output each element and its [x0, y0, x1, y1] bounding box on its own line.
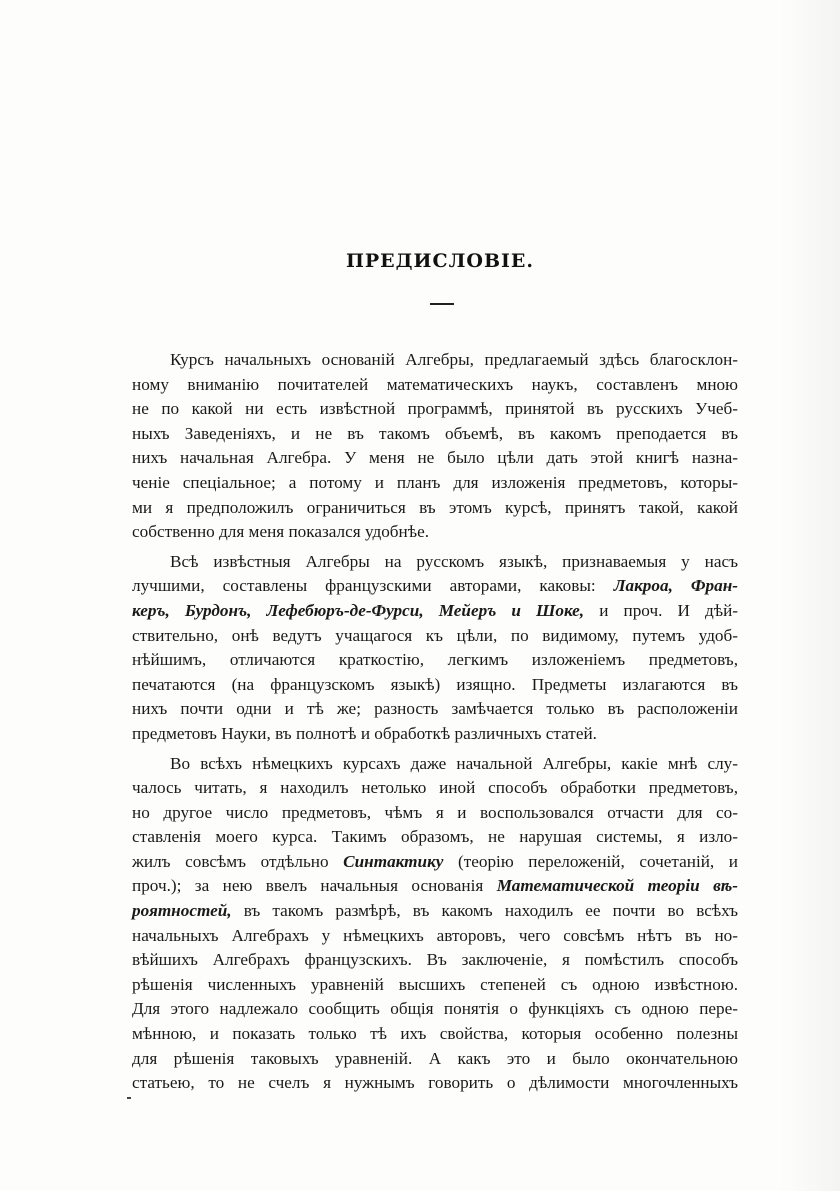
text-line: Во всѣхъ нѣмецкихъ курсахъ даже начальной Алгебры, какіе мнѣ слу-	[170, 753, 738, 773]
text-line: ми я предположилъ ограничиться въ этомъ курсѣ, принятъ такой, какой	[132, 497, 738, 517]
text-line: мѣнною, и показать только тѣ ихъ свойства, которыя особенно полезны	[132, 1024, 738, 1044]
text-line: статьею, то не счелъ я нужнымъ говорить о дѣлимости многочленныхъ	[132, 1073, 738, 1093]
page-title: ПРЕДИСЛОВІЕ.	[345, 250, 535, 272]
text-run: и проч. И дѣй-	[584, 600, 739, 620]
text-line: собственно для меня показался удобнѣе.	[132, 522, 430, 542]
text-line: для рѣшенія таковыхъ уравненій. А какъ это и было окончательною	[132, 1048, 738, 1068]
text-run: въ такомъ размѣрѣ, въ какомъ находилъ ее почти во всѣхъ	[231, 901, 738, 921]
text-line: ставленія моего курса. Такимъ образомъ, не нарушая системы, я изло-	[132, 827, 738, 847]
text-run: жилъ совсѣмъ отдѣльно	[132, 851, 344, 871]
paragraph-2	[132, 550, 738, 747]
text-line: нихъ почти одни и тѣ же; разность замѣчается только въ расположеніи	[132, 699, 738, 719]
text-line: ному вниманію почитателей математическихъ наукъ, составленъ мною	[132, 374, 738, 394]
text-line	[132, 574, 738, 599]
text-run: (теорію переложеній, сочетаній, и	[443, 851, 738, 871]
emphasis-term: роятностей,	[132, 901, 232, 921]
text-line: нихъ начальная Алгебра. У меня не было цѣли дать этой книгѣ назна-	[132, 448, 738, 468]
text-line	[132, 874, 738, 899]
emphasis-term: Синтактику	[343, 851, 444, 871]
text-line: Всѣ извѣстныя Алгебры на русскомъ языкѣ, признаваемыя у насъ	[170, 551, 738, 571]
text-line: начальныхъ Алгебрахъ у нѣмецкихъ авторовъ, чего совсѣмъ нѣтъ въ но-	[132, 925, 738, 945]
title-rule	[430, 303, 454, 305]
text-line	[132, 850, 738, 875]
text-line: рѣшенія численныхъ уравненій высшихъ степеней съ одною извѣстною.	[132, 974, 738, 994]
text-line	[132, 899, 738, 924]
preface-text	[132, 348, 738, 1096]
text-line: не по какой ни есть извѣстной программѣ, принятой въ русскихъ Учеб-	[132, 399, 738, 419]
text-line: ныхъ Заведеніяхъ, и не въ такомъ объемѣ, въ какомъ преподается въ	[132, 423, 738, 443]
text-line: Для этого надлежало сообщить общія понятія о функціяхъ съ одною пере-	[132, 999, 738, 1019]
text-line: чалось читать, я находилъ нетолько иной способъ обработки предметовъ,	[132, 778, 738, 798]
text-line: предметовъ Науки, въ полнотѣ и обработкѣ различныхъ статей.	[132, 723, 597, 743]
scan-shadow	[780, 0, 840, 1191]
text-line: но другое число предметовъ, чѣмъ я и воспользовался отчасти для со-	[132, 802, 738, 822]
text-run: проч.); за нею ввелъ начальныя основанія	[132, 876, 497, 896]
text-line: ченіе спеціальное; а потому и планъ для изложенія предметовъ, которы-	[132, 472, 738, 492]
author-names: керъ, Бурдонъ, Лефебюръ-де-Фурси, Мейеръ и Шоке,	[132, 600, 585, 620]
text-run: лучшими, составлены французскими авторами, каковы:	[132, 576, 614, 596]
text-line: Курсъ начальныхъ основаній Алгебры, предлагаемый здѣсь благосклон-	[170, 350, 738, 369]
text-line	[132, 599, 738, 624]
text-line: нѣйшимъ, отличаются краткостію, легкимъ изложеніемъ предметовъ,	[132, 650, 738, 670]
paragraph-3	[132, 752, 738, 1096]
text-line: вѣйшихъ Алгебрахъ французскихъ. Въ заключеніе, я помѣстилъ способъ	[132, 950, 738, 970]
emphasis-term: Математической теоріи вѣ-	[496, 876, 738, 896]
text-line: ствительно, онѣ ведутъ учащагося къ цѣли, по видимому, путемъ удоб-	[132, 625, 738, 645]
text-line: печатаются (на французскомъ языкѣ) изящно. Предметы излагаются въ	[132, 674, 738, 694]
author-names: Лакроа, Фран-	[613, 576, 738, 596]
ink-speck	[127, 1097, 131, 1099]
paragraph-1	[132, 348, 738, 545]
